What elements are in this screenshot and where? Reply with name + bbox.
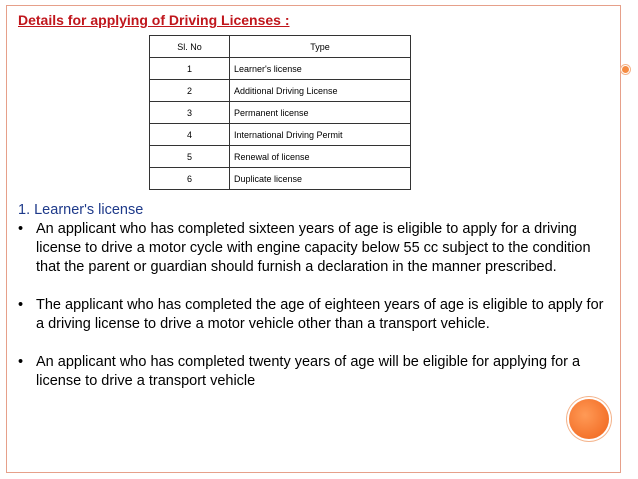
bullet-text: The applicant who has completed the age of eighteen years of age is eligible to apply for a driving license to drive a motor vehicle other than a transport vehicle. (36, 297, 604, 332)
table-header-row (150, 36, 411, 58)
table-row (150, 58, 411, 80)
bullet-icon: • (18, 354, 24, 370)
cell-sl-no: 2 (150, 80, 230, 102)
table-row (150, 168, 411, 190)
bullet-item (18, 296, 613, 334)
cell-sl-no: 4 (150, 124, 230, 146)
bullet-text: An applicant who has completed sixteen years of age is eligible to apply for a driving license to drive a motor cycle with engine capacity below 55 cc subject to the condition that the parent or guardian should furnish a declaration in the manner prescribed. (36, 221, 591, 275)
table-row (150, 102, 411, 124)
cell-type: Learner's license (230, 58, 411, 80)
column-header-type: Type (230, 36, 411, 58)
bullet-list (18, 220, 613, 391)
bullet-icon: • (18, 221, 24, 237)
learners-license-section (18, 201, 613, 391)
cell-type: Permanent license (230, 102, 411, 124)
cell-type: Additional Driving License (230, 80, 411, 102)
table-row (150, 80, 411, 102)
cell-sl-no: 3 (150, 102, 230, 124)
license-types-table (149, 35, 411, 190)
cell-sl-no: 1 (150, 58, 230, 80)
column-header-sl-no: Sl. No (150, 36, 230, 58)
slide-heading: Details for applying of Driving Licenses : (18, 12, 290, 28)
cell-sl-no: 6 (150, 168, 230, 190)
bullet-icon: • (18, 297, 24, 313)
large-decorative-circle (569, 399, 609, 439)
bullet-item (18, 353, 613, 391)
bullet-item (18, 220, 613, 277)
section-title: 1. Learner's license (18, 202, 144, 218)
cell-type: International Driving Permit (230, 124, 411, 146)
bullet-text: An applicant who has completed twenty years of age will be eligible for applying for a license to drive a transport vehicle (36, 354, 581, 389)
cell-type: Renewal of license (230, 146, 411, 168)
table-row (150, 124, 411, 146)
small-decorative-circle (621, 65, 630, 74)
cell-type: Duplicate license (230, 168, 411, 190)
cell-sl-no: 5 (150, 146, 230, 168)
table-row (150, 146, 411, 168)
